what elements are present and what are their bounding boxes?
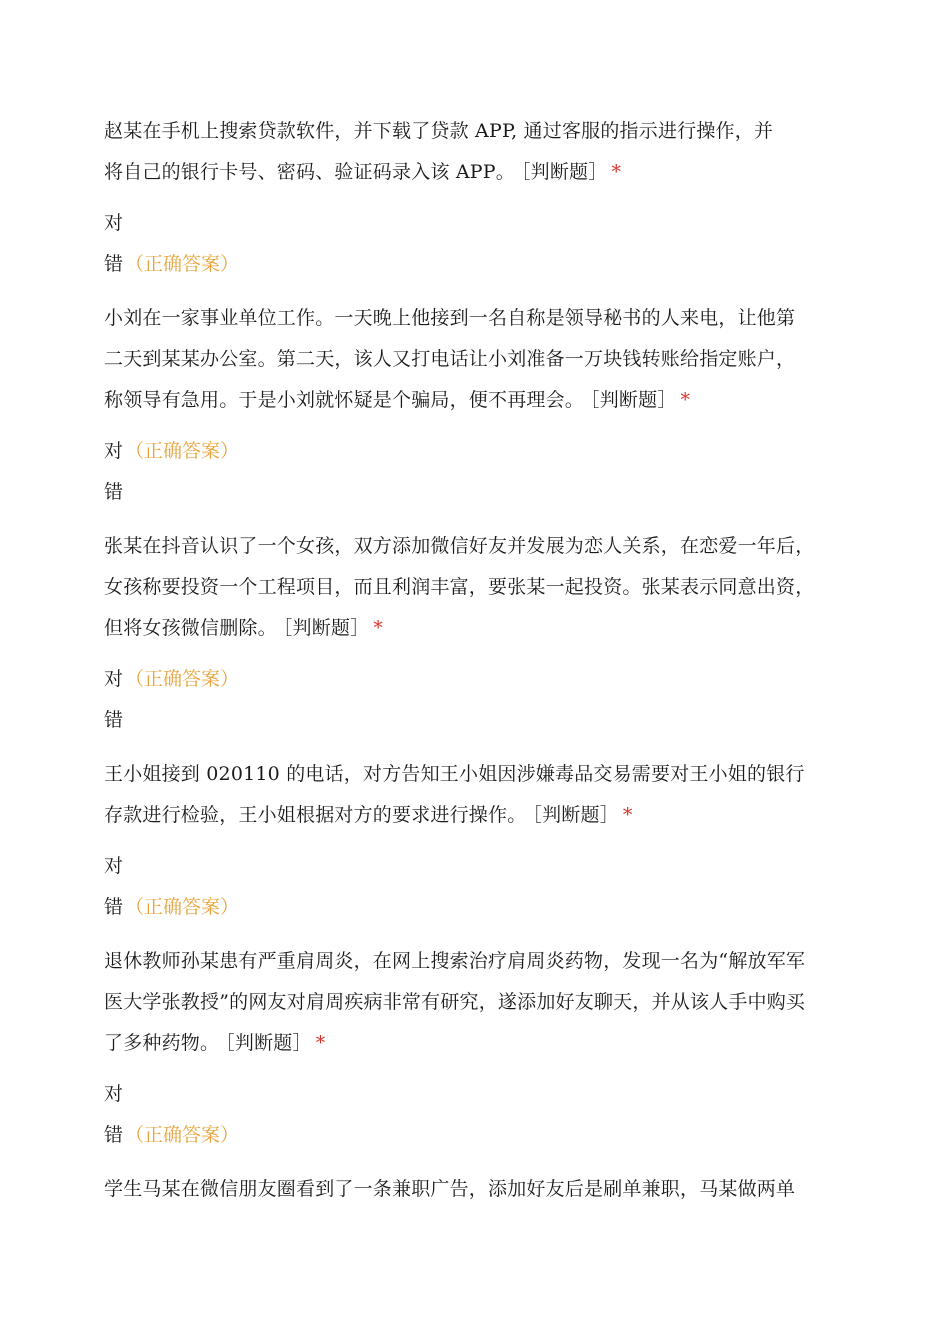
required-mark: * xyxy=(611,161,622,183)
question-5-line-3: 了多种药物。 xyxy=(104,1032,220,1054)
required-mark: * xyxy=(373,617,384,639)
question-1 xyxy=(104,111,854,298)
option-false[interactable] xyxy=(104,1115,854,1156)
question-type-tag: ［判断题］ xyxy=(282,617,370,639)
question-5-line-1: 退休教师孙某患有严重肩周炎，在网上搜索治疗肩周炎药物，发现一名为“解放军军 xyxy=(104,950,806,972)
option-label: 对 xyxy=(104,668,124,690)
question-2 xyxy=(104,298,854,526)
option-true[interactable] xyxy=(104,1074,854,1115)
question-type-tag: ［判断题］ xyxy=(520,161,608,183)
question-1-text xyxy=(104,111,854,193)
question-3-text xyxy=(104,526,854,649)
option-false[interactable] xyxy=(104,244,854,285)
option-label: 错 xyxy=(104,481,124,503)
option-false[interactable] xyxy=(104,472,854,513)
correct-answer-label: （正确答案） xyxy=(125,1124,240,1146)
required-mark: * xyxy=(622,804,633,826)
option-label: 对 xyxy=(104,212,124,234)
question-4-line-1: 王小姐接到 020110 的电话，对方告知王小姐因涉嫌毒品交易需要对王小姐的银行 xyxy=(104,763,805,785)
question-2-text xyxy=(104,298,854,421)
question-type-tag: ［判断题］ xyxy=(225,1032,312,1054)
option-false[interactable] xyxy=(104,700,854,741)
question-2-line-3: 称领导有急用。于是小刘就怀疑是个骗局，便不再理会。 xyxy=(104,389,585,411)
correct-answer-label: （正确答案） xyxy=(125,668,240,690)
question-list xyxy=(104,111,854,1210)
option-label: 错 xyxy=(104,709,124,731)
question-2-line-1: 小刘在一家事业单位工作。一天晚上他接到一名自称是领导秘书的人来电，让他第 xyxy=(104,307,796,329)
question-type-tag: ［判断题］ xyxy=(590,389,677,411)
option-true[interactable] xyxy=(104,846,854,887)
question-5 xyxy=(104,941,854,1169)
question-1-line-1: 赵某在手机上搜索贷款软件，并下载了贷款 APP, 通过客服的指示进行操作，并 xyxy=(104,120,774,142)
question-2-line-2: 二天到某某办公室。第二天，该人又打电话让小刘准备一万块钱转账给指定账户， xyxy=(104,348,796,370)
question-4 xyxy=(104,754,854,941)
question-5-line-2: 医大学张教授”的网友对肩周疾病非常有研究，遂添加好友聊天，并从该人手中购买 xyxy=(104,991,806,1013)
option-true[interactable] xyxy=(104,659,854,700)
question-6-text xyxy=(104,1169,854,1210)
question-1-line-2: 将自己的银行卡号、密码、验证码录入该 APP。 xyxy=(104,161,515,183)
required-mark: * xyxy=(315,1032,326,1054)
question-type-tag: ［判断题］ xyxy=(532,804,619,826)
correct-answer-label: （正确答案） xyxy=(125,253,240,275)
option-label: 对 xyxy=(104,440,124,462)
option-label: 错 xyxy=(104,896,124,918)
option-true[interactable] xyxy=(104,431,854,472)
option-true[interactable] xyxy=(104,203,854,244)
question-3-line-1: 张某在抖音认识了一个女孩，双方添加微信好友并发展为恋人关系，在恋爱一年后， xyxy=(104,535,815,557)
option-label: 错 xyxy=(104,253,124,275)
correct-answer-label: （正确答案） xyxy=(125,440,240,462)
question-6-line-1: 学生马某在微信朋友圈看到了一条兼职广告，添加好友后是刷单兼职，马某做两单 xyxy=(104,1178,796,1200)
question-5-text xyxy=(104,941,854,1064)
question-4-line-2: 存款进行检验，王小姐根据对方的要求进行操作。 xyxy=(104,804,527,826)
option-label: 对 xyxy=(104,1083,124,1105)
option-label: 错 xyxy=(104,1124,124,1146)
question-6 xyxy=(104,1169,854,1210)
question-3 xyxy=(104,526,854,754)
option-label: 对 xyxy=(104,855,124,877)
correct-answer-label: （正确答案） xyxy=(125,896,240,918)
question-3-line-3: 但将女孩微信删除。 xyxy=(104,617,277,639)
question-3-line-2: 女孩称要投资一个工程项目，而且利润丰富，要张某一起投资。张某表示同意出资， xyxy=(104,576,815,598)
required-mark: * xyxy=(680,389,691,411)
option-false[interactable] xyxy=(104,887,854,928)
question-4-text xyxy=(104,754,854,836)
